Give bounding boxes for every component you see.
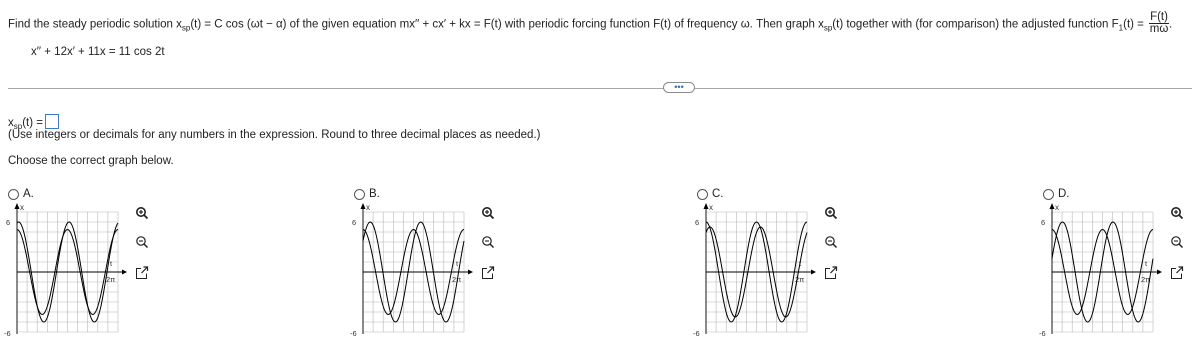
x-axis-label: t bbox=[1145, 259, 1148, 268]
y-min-tick-label: -6 bbox=[350, 329, 357, 338]
solution-graph[interactable] bbox=[1035, 202, 1163, 338]
solution-graph[interactable] bbox=[346, 202, 474, 338]
x-axis-arrow bbox=[811, 270, 816, 275]
option-c[interactable] bbox=[693, 188, 917, 338]
x-tick-label: 2π bbox=[1141, 275, 1151, 284]
option-radio[interactable] bbox=[354, 189, 365, 200]
solution-graph[interactable] bbox=[689, 202, 817, 338]
y-max-tick-label: 6 bbox=[695, 218, 700, 227]
x-axis-arrow bbox=[468, 270, 473, 275]
y-max-tick-label: 6 bbox=[6, 218, 11, 227]
question-text: Find the steady periodic solution $x_{sp}(t) = C$ cos (ωt − α) of the given equation mx′′ + cx′ + kx = F(t) with periodic forcing function F(t) of frequency ω. Then graph $x_{sp}(t)$ together with (for comparison) the adjusted function $F_1(t)$ = $\frac{F(t)}{m\omega}$ . bbox=[8, 11, 1173, 35]
y-min-tick-label: -6 bbox=[1039, 329, 1046, 338]
zoom-in-icon[interactable] bbox=[135, 206, 149, 220]
x-tick-label: 2π bbox=[795, 275, 805, 284]
y-min-tick-label: -6 bbox=[693, 329, 700, 338]
x-axis-label: t bbox=[799, 259, 802, 268]
y-min-tick-label: -6 bbox=[4, 329, 11, 338]
section-divider bbox=[8, 88, 1192, 89]
y-max-tick-label: 6 bbox=[1041, 218, 1046, 227]
option-label: D. bbox=[1058, 188, 1070, 200]
answer-input[interactable] bbox=[45, 114, 59, 129]
answer-row: $x_{sp}(t)$ = bbox=[8, 114, 59, 131]
zoom-out-icon[interactable] bbox=[824, 235, 838, 249]
y-axis-arrow bbox=[361, 203, 366, 209]
expand-icon[interactable] bbox=[481, 266, 495, 280]
zoom-out-icon[interactable] bbox=[481, 235, 495, 249]
option-a[interactable] bbox=[4, 188, 228, 338]
zoom-out-icon[interactable] bbox=[135, 235, 149, 249]
zoom-in-icon[interactable] bbox=[824, 206, 838, 220]
zoom-in-icon[interactable] bbox=[481, 206, 495, 220]
y-max-tick-label: 6 bbox=[352, 218, 357, 227]
option-d[interactable] bbox=[1039, 188, 1200, 338]
rounding-instruction: (Use integers or decimals for any numbers in the expression. Round to three decimal places as needed.) bbox=[8, 129, 541, 141]
x-axis-label: t bbox=[110, 259, 113, 268]
y-axis-label: x bbox=[366, 203, 370, 212]
option-b[interactable] bbox=[350, 188, 574, 338]
option-radio[interactable] bbox=[8, 189, 19, 200]
expand-icon[interactable] bbox=[135, 266, 149, 280]
option-radio[interactable] bbox=[697, 189, 708, 200]
x-tick-label: 2π bbox=[452, 275, 462, 284]
zoom-out-icon[interactable] bbox=[1170, 235, 1184, 249]
option-label: B. bbox=[369, 188, 380, 200]
x-tick-label: 2π bbox=[106, 275, 116, 284]
y-axis-label: x bbox=[1055, 203, 1059, 212]
expand-icon[interactable] bbox=[1170, 266, 1184, 280]
y-axis-label: x bbox=[20, 203, 24, 212]
option-label: A. bbox=[23, 188, 34, 200]
choose-graph-prompt: Choose the correct graph below. bbox=[8, 155, 174, 167]
y-axis-arrow bbox=[1050, 203, 1055, 209]
y-axis-arrow bbox=[15, 203, 20, 209]
option-label: C. bbox=[712, 188, 724, 200]
solution-graph[interactable] bbox=[0, 202, 128, 338]
x-axis-arrow bbox=[122, 270, 127, 275]
more-button[interactable]: ••• bbox=[663, 82, 695, 93]
expand-icon[interactable] bbox=[824, 266, 838, 280]
zoom-in-icon[interactable] bbox=[1170, 206, 1184, 220]
y-axis-label: x bbox=[709, 203, 713, 212]
differential-equation: x′′ + 12x′ + 11x = 11 cos 2t bbox=[31, 46, 165, 58]
x-axis-arrow bbox=[1157, 270, 1162, 275]
forcing-fraction: $\frac{F(t)}{m\omega}$ bbox=[1149, 11, 1169, 35]
y-axis-arrow bbox=[704, 203, 709, 209]
option-radio[interactable] bbox=[1043, 189, 1054, 200]
x-axis-label: t bbox=[456, 259, 459, 268]
